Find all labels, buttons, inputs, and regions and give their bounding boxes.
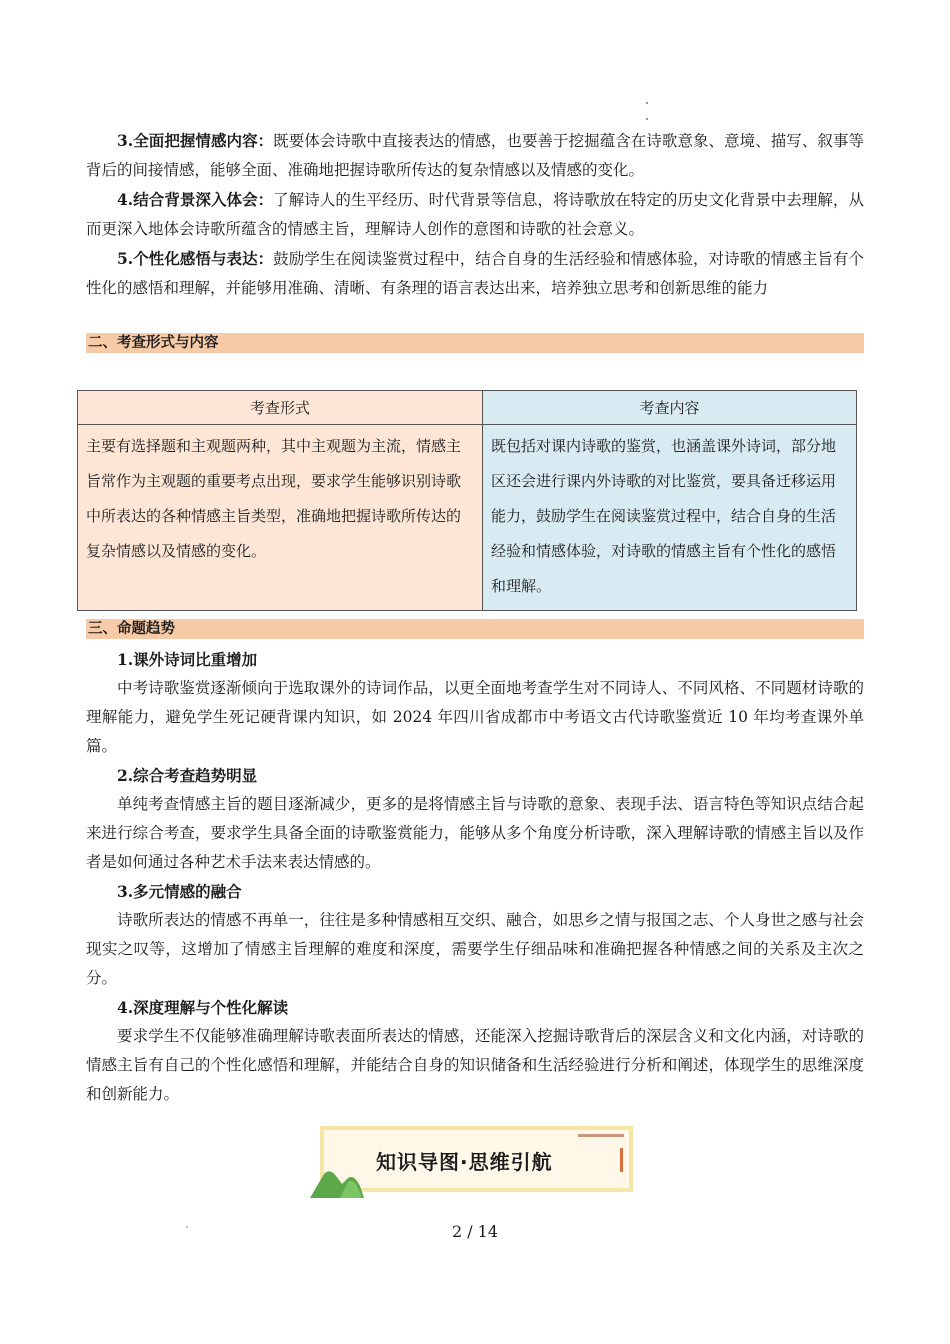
scan-dot xyxy=(646,118,648,120)
page-number: 2 / 14 xyxy=(451,1222,499,1241)
paragraph: 5.个性化感悟与表达：鼓励学生在阅读鉴赏过程中，结合自身的生活经验和情感体验，对诗歌的情感主旨有个性化的感悟和理解，并能够用准确、清晰、有条理的语言表达出来，培养独立思考和创新思维的能力 xyxy=(86,249,864,297)
mind-map-banner xyxy=(320,1126,633,1192)
section3-body xyxy=(86,645,864,1109)
scan-dot xyxy=(646,102,648,104)
paragraph: 3.全面把握情感内容：既要体会诗歌中直接表达的情感，也要善于挖掘蕴含在诗歌意象、意境、描写、叙事等背后的间接情感，能够全面、准确地把握诗歌所传达的复杂情感以及情感的变化。 xyxy=(86,131,864,179)
section-heading: 三、命题趋势 xyxy=(86,619,864,639)
table-header: 考查内容 xyxy=(483,391,857,425)
decorative-tick xyxy=(620,1148,623,1172)
paragraph: 要求学生不仅能够准确理解诗歌表面所表达的情感，还能深入挖掘诗歌背后的深层含义和文化内涵，对诗歌的情感主旨有自己的个性化感悟和理解，并能结合自身的知识储备和生活经验进行分析和阐述，体现学生的思维深度和创新能力。 xyxy=(86,1027,864,1103)
sub-heading: 4.深度理解与个性化解读 xyxy=(117,998,289,1017)
exam-table xyxy=(77,390,857,611)
paragraph: 诗歌所表达的情感不再单一，往往是多种情感相互交织、融合，如思乡之情与报国之志、个人身世之感与社会现实之叹等，这增加了情感主旨理解的难度和深度，需要学生仔细品味和准确把握各种情感之间的关系及主次之分。 xyxy=(86,911,864,987)
table-cell: 既包括对课内诗歌的鉴赏，也涵盖课外诗词，部分地区还会进行课内外诗歌的对比鉴赏，要具备迁移运用能力，鼓励学生在阅读鉴赏过程中，结合自身的生活经验和情感体验，对诗歌的情感主旨有个性化的感悟和理解。 xyxy=(483,425,857,611)
paragraph: 4.结合背景深入体会：了解诗人的生平经历、时代背景等信息，将诗歌放在特定的历史文化背景中去理解，从而更深入地体会诗歌所蕴含的情感主旨，理解诗人创作的意图和诗歌的社会意义。 xyxy=(86,190,864,238)
sub-heading: 2.综合考查趋势明显 xyxy=(117,766,258,785)
section1-body xyxy=(86,126,864,303)
table-cell: 主要有选择题和主观题两种，其中主观题为主流，情感主旨常作为主观题的重要考点出现，要求学生能够识别诗歌中所表达的各种情感主旨类型，准确地把握诗歌所传达的复杂情感以及情感的变化。 xyxy=(78,425,483,611)
sub-heading: 1.课外诗词比重增加 xyxy=(117,650,258,669)
decorative-line xyxy=(578,1134,624,1137)
sub-heading: 3.多元情感的融合 xyxy=(117,882,242,901)
paragraph: 中考诗歌鉴赏逐渐倾向于选取课外的诗词作品，以更全面地考查学生对不同诗人、不同风格、不同题材诗歌的理解能力，避免学生死记硬背课内知识，如 2024 年四川省成都市中考语文古代诗歌鉴赏近 10 年均考查课外单篇。 xyxy=(86,679,864,755)
banner-title: 知识导图·思维引航 xyxy=(376,1150,553,1174)
mountain-icon xyxy=(310,1168,364,1198)
section-heading: 二、考查形式与内容 xyxy=(86,333,864,353)
paragraph: 单纯考查情感主旨的题目逐渐减少，更多的是将情感主旨与诗歌的意象、表现手法、语言特色等知识点结合起来进行综合考查，要求学生具备全面的诗歌鉴赏能力，能够从多个角度分析诗歌，深入理解诗歌的情感主旨以及作者是如何通过各种艺术手法来表达情感的。 xyxy=(86,795,864,871)
table-header: 考查形式 xyxy=(78,391,483,425)
